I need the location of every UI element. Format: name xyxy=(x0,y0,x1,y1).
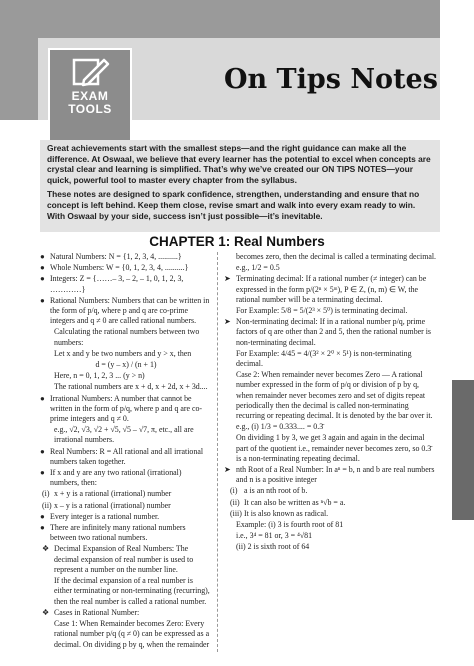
note-text: i.e., 3⁴ = 81 or, 3 = ⁴√81 xyxy=(236,531,313,541)
note-line xyxy=(222,252,438,262)
logo-text-line2: TOOLS xyxy=(68,102,112,116)
note-text: Terminating decimal: If a rational number (≠ integer) can be expressed in the form p/(2ⁿ × 5ᵐ), P ∈ Z, (n, m) ∈ W, the rational number will be a terminating decimal. xyxy=(236,274,427,304)
note-text: x – y is a rational (irrational) number xyxy=(54,500,171,510)
note-marker: ➤ xyxy=(224,274,231,284)
right-column xyxy=(222,252,438,554)
note-text: Integers: Z = {……– 3, – 2, – 1, 0, 1, 2, 3, …………} xyxy=(50,274,184,294)
note-text: Real Numbers: R = All rational and all irrational numbers taken together. xyxy=(50,446,204,466)
note-line xyxy=(222,263,438,273)
note-line xyxy=(222,433,438,464)
note-marker: ● xyxy=(40,468,45,478)
note-line xyxy=(40,619,212,639)
intro-box xyxy=(40,140,440,232)
note-line xyxy=(222,465,438,485)
note-marker: ● xyxy=(40,511,45,521)
note-text: Decimal Expansion of Real Numbers: The decimal expansion of real number is used to represent a number on the number line. xyxy=(54,544,194,574)
note-text: decimal. On dividing p by q, when the remainder xyxy=(54,640,210,650)
note-marker: ❖ xyxy=(42,544,50,554)
note-line xyxy=(40,544,212,575)
note-line xyxy=(222,520,438,530)
note-text: Case 1: When Remainder becomes Zero: Every rational number p/q (q ≠ 0) can be expressed as a xyxy=(54,618,210,639)
note-line xyxy=(40,468,212,488)
logo-text-line1: EXAM xyxy=(71,89,109,103)
note-marker: (iii) xyxy=(230,508,242,518)
note-text: If x and y are any two rational (irrational) numbers, then: xyxy=(50,468,182,488)
note-text: Every integer is a rational number. xyxy=(50,511,160,521)
note-marker: ● xyxy=(40,523,45,533)
note-line xyxy=(222,422,438,432)
note-text: Irrational Numbers: A number that cannot be written in the form of p/q, where p and q are co-prime integers and q ≠ 0. xyxy=(50,393,203,424)
note-marker: ● xyxy=(40,393,45,403)
note-line xyxy=(222,542,438,552)
note-marker: ➤ xyxy=(224,317,231,327)
page-header xyxy=(0,0,474,138)
note-text: Calculating the rational numbers between two numbers: xyxy=(54,327,200,347)
note-line xyxy=(40,327,212,347)
note-text: It can also be written as ⁿ√b = a. xyxy=(244,497,346,507)
note-line xyxy=(40,576,212,607)
note-text: There are infinitely many rational numbers between two rational numbers. xyxy=(50,523,186,543)
left-column xyxy=(40,252,212,652)
note-text: Here, n = 0, 1, 2, 3 ... (y > n) xyxy=(54,371,145,381)
note-text: Let x and y be two numbers and y > x, then xyxy=(54,348,192,358)
note-text: Case 2: When remainder never becomes Zero — A rational number expressed in the form of p/q or division of p by q, when remainder never becomes zero and set of digits repeat periodically then the decimal is called non-terminating recurring or repeating decimal. It is denoted by the bar over it. xyxy=(236,370,433,421)
note-line xyxy=(40,296,212,327)
note-line xyxy=(40,349,212,359)
note-line xyxy=(40,489,212,499)
page-title: On Tips Notes xyxy=(224,64,438,95)
note-marker: ❖ xyxy=(42,607,50,617)
note-line xyxy=(40,263,212,273)
note-line xyxy=(222,306,438,316)
note-line xyxy=(40,425,212,445)
note-text: Rational Numbers: Numbers that can be written in the form of p/q, where p and q are co-prime integers and q ≠ 0 are called rational numbers. xyxy=(50,295,210,326)
note-line xyxy=(40,360,212,370)
note-text: x + y is a rational (irrational) number xyxy=(54,489,172,499)
note-line xyxy=(40,512,212,522)
note-marker: ● xyxy=(40,446,45,456)
note-text: e.g., (i) 1/3 = 0.333.... = 0.3̄ xyxy=(236,422,324,432)
note-marker: ● xyxy=(40,263,45,273)
column-divider xyxy=(217,252,218,652)
note-line xyxy=(40,447,212,467)
note-line xyxy=(222,486,438,496)
note-text: (ii) 2 is sixth root of 64 xyxy=(236,542,310,552)
note-text: nth Root of a Real Number: In aⁿ = b, n and b are real numbers and n is a positive integer xyxy=(236,465,435,485)
note-text: On dividing 1 by 3, we get 3 again and again in the decimal part of the quotient i.e., remainder never becomes zero, so 0.3̄ is a non-terminating repeating decimal. xyxy=(236,433,432,463)
note-line xyxy=(222,509,438,519)
note-text: d = (y – x) / (n + 1) xyxy=(95,360,157,370)
note-marker: (i) xyxy=(42,489,50,499)
note-line xyxy=(40,382,212,392)
note-marker: ● xyxy=(40,274,45,284)
note-line xyxy=(222,317,438,348)
intro-paragraph-2: These notes are designed to spark confidence, strengthen, understanding and ensure that no concept is left behind. Keep them close, revise smart and walk into every exam ready to win. With Oswaal by your side, success isn’t just possible—it’s inevitable. xyxy=(47,189,420,221)
intro-paragraph-1: Great achievements start with the smallest steps—and the right guidance can make all the difference. At Oswaal, we believe that every learner has the potential to excel when concepts are crystal clear and learning is simplified. That’s why we’ve created our ON TIPS NOTES—your quick, powerful tool to master every chapter from the syllabus. xyxy=(47,143,431,185)
note-text: For Example: 4/45 = 4/(3² × 2⁰ × 5¹) is non-terminating decimal. xyxy=(236,348,412,369)
chapter-title: CHAPTER 1: Real Numbers xyxy=(149,234,325,249)
note-line xyxy=(40,252,212,262)
note-line xyxy=(40,640,212,650)
note-line xyxy=(40,274,212,294)
note-marker: (i) xyxy=(230,486,238,496)
note-line xyxy=(222,370,438,421)
note-text: e.g., 1/2 = 0.5 xyxy=(236,263,280,273)
note-marker: ● xyxy=(40,295,45,305)
note-text: For Example: 5/8 = 5/(2³ × 5⁰) is terminating decimal. xyxy=(236,306,408,316)
note-text: Natural Numbers: N = {1, 2, 3, 4, ..........} xyxy=(50,252,182,261)
note-text: If the decimal expansion of a real number is either terminating or non-terminating (recurring), then the real number is called a rational number. xyxy=(54,576,210,606)
note-text: Non-terminating decimal: If in a rational number p/q, prime factors of q are other than 2 and 5, then the rational number is non-terminating decimal. xyxy=(236,317,432,347)
note-marker: (ii) xyxy=(230,497,240,507)
note-text: becomes zero, then the decimal is called a terminating decimal. xyxy=(236,252,437,261)
note-line xyxy=(222,498,438,508)
note-text: Whole Numbers: W = {0, 1, 2, 3, 4, ..........} xyxy=(50,263,189,273)
note-text: It is also known as radical. xyxy=(244,508,329,518)
note-line xyxy=(40,501,212,511)
note-line xyxy=(222,274,438,305)
note-line xyxy=(40,371,212,381)
note-marker: (ii) xyxy=(42,500,52,510)
note-text: Example: (i) 3 is fourth root of 81 xyxy=(236,520,344,530)
note-marker: ➤ xyxy=(224,465,231,475)
note-line xyxy=(40,523,212,543)
note-marker: ● xyxy=(40,252,45,261)
note-line xyxy=(222,349,438,369)
pencil-icon xyxy=(70,56,110,90)
note-text: Cases in Rational Number: xyxy=(54,607,140,617)
note-line xyxy=(40,394,212,425)
note-line xyxy=(40,608,212,618)
note-text: The rational numbers are x + d, x + 2d, x + 3d.... xyxy=(54,382,208,392)
exam-tools-logo xyxy=(48,48,132,148)
note-line xyxy=(222,531,438,541)
side-tab xyxy=(452,380,474,520)
note-text: e.g., √2, √3, √2 + √5, √5 – √7, π, etc., all are irrational numbers. xyxy=(54,425,194,445)
note-text: a is an nth root of b. xyxy=(244,486,308,496)
